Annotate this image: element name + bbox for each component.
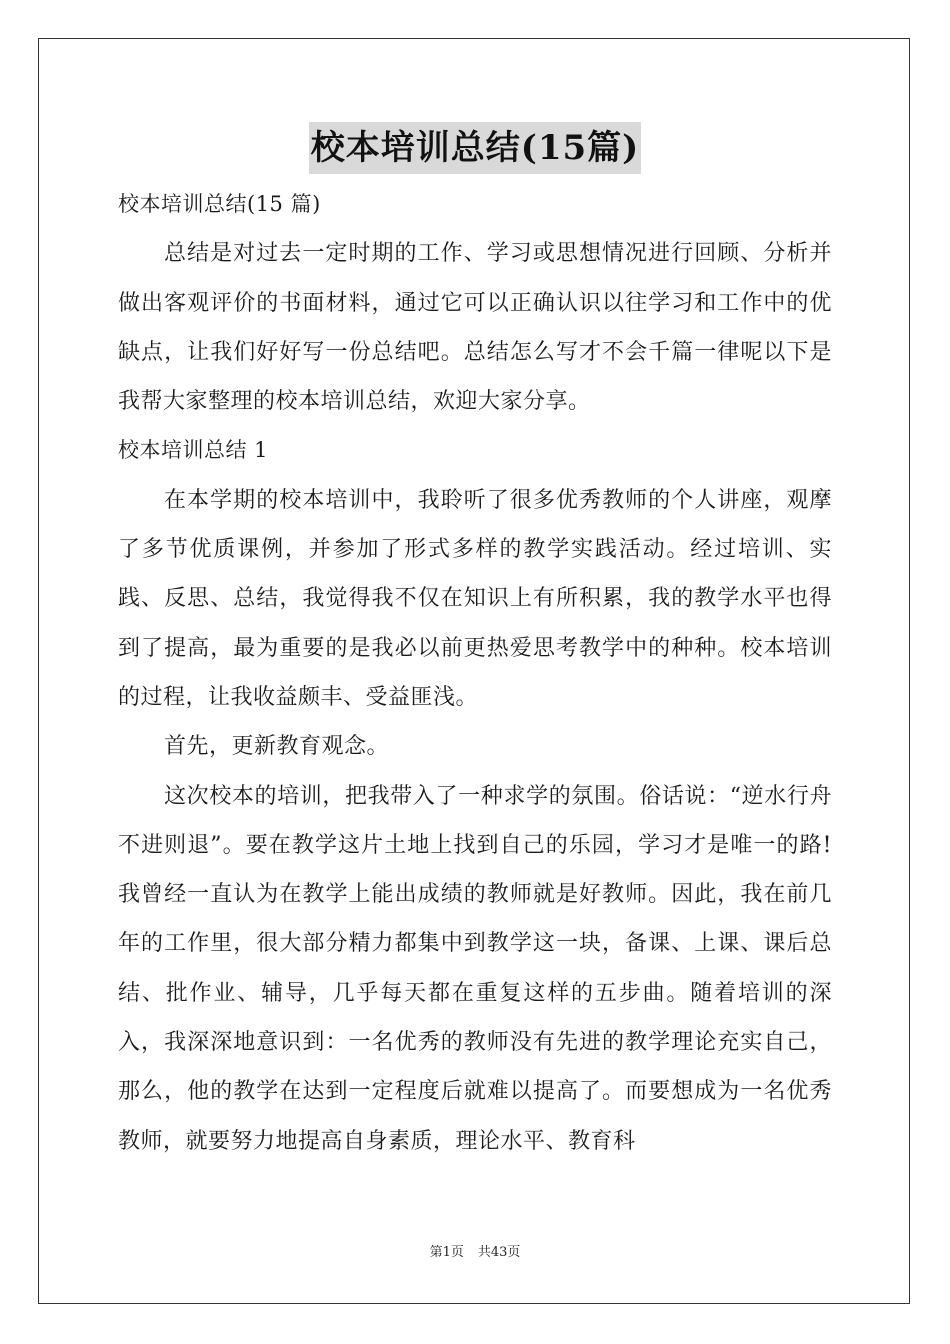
section-heading-1: 校本培训总结 1	[118, 438, 269, 463]
document-body	[118, 180, 832, 1166]
document-title-text: 校本培训总结(15篇)	[309, 122, 642, 174]
intro-paragraph: 总结是对过去一定时期的工作、学习或思想情况进行回顾、分析并做出客观评价的书面材料，通过它可以正确认识以往学习和工作中的优缺点，让我们好好写一份总结吧。总结怎么写才不会千篇一律呢以下是我帮大家整理的校本培训总结，欢迎大家分享。	[118, 241, 832, 415]
subtitle-heading: 校本培训总结(15 篇)	[118, 192, 321, 216]
page-footer	[0, 1244, 950, 1262]
body-paragraph: 这次校本的培训，把我带入了一种求学的氛围。俗话说：“逆水行舟不进则退”。要在教学这片土地上找到自己的乐园，学习才是唯一的路!我曾经一直认为在教学上能出成绩的教师就是好教师。因此，我在前几年的工作里，很大部分精力都集中到教学这一块，备课、上课、课后总结、批作业、辅导，几乎每天都在重复这样的五步曲。随着培训的深入，我深深地意识到：一名优秀的教师没有先进的教学理论充实自己，那么，他的教学在达到一定程度后就难以提高了。而要想成为一名优秀教师，就要努力地提高自身素质，理论水平、教育科	[118, 783, 832, 1154]
page-number: 第1页	[429, 1245, 464, 1260]
document-title	[0, 122, 950, 174]
body-paragraph: 首先，更新教育观念。	[164, 734, 390, 760]
body-paragraph: 在本学期的校本培训中，我聆听了很多优秀教师的个人讲座，观摩了多节优质课例，并参加了形式多样的教学实践活动。经过培训、实践、反思、总结，我觉得我不仅在知识上有所积累，我的教学水平也得到了提高，最为重要的是我必以前更热爱思考教学中的种种。校本培训的过程，让我收益颇丰、受益匪浅。	[118, 487, 832, 710]
page-total: 共43页	[477, 1245, 521, 1260]
